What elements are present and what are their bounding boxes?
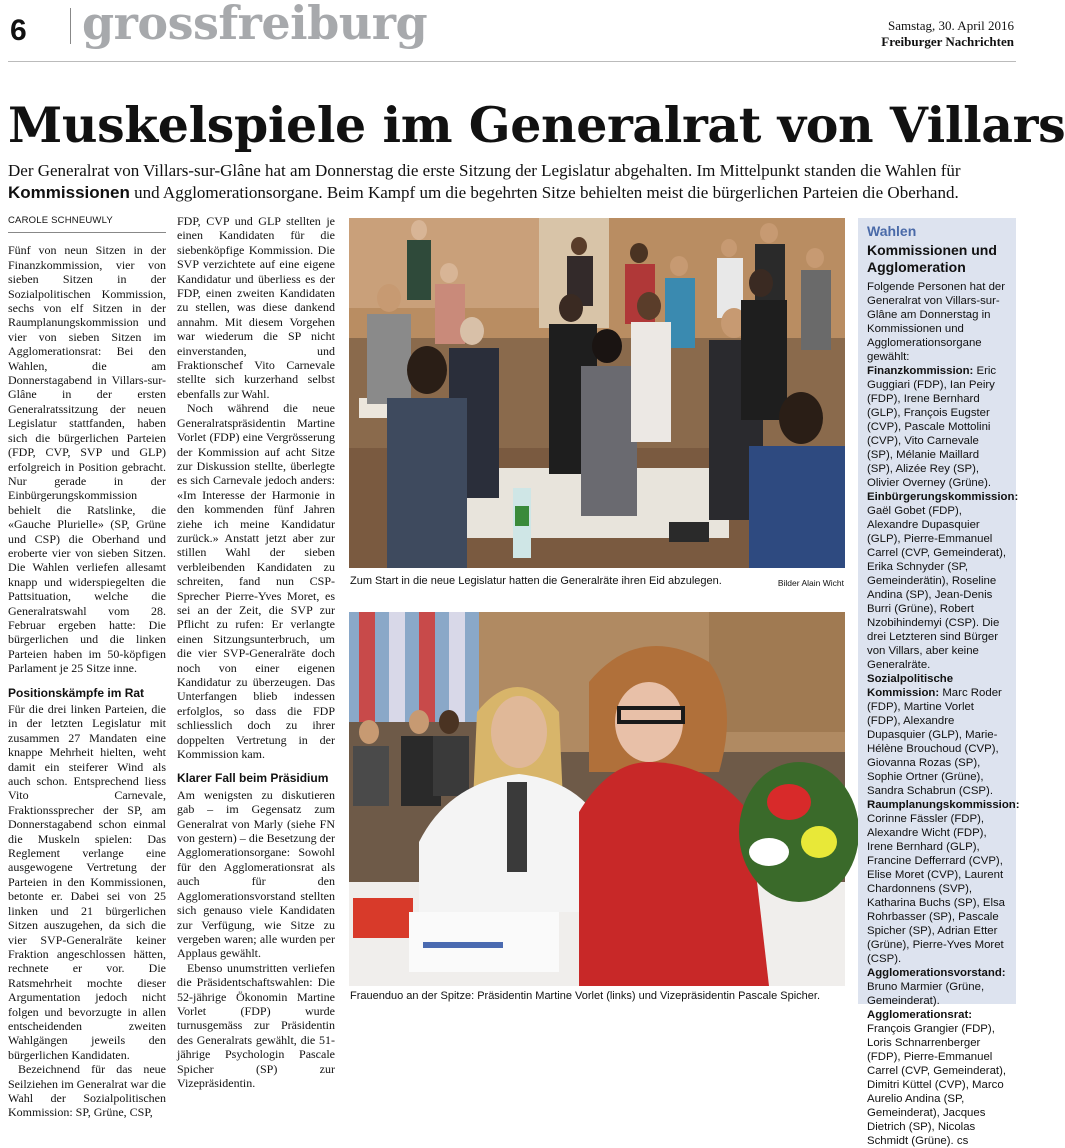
photo-caption-2: Frauenduo an der Spitze: Präsidentin Martine Vorlet (links) und Vizepräsidentin Pascale Spicher. [350,990,821,1002]
sidebar-intro: Folgende Personen hat der Generalrat von Villars-sur-Glâne am Donnerstag in Kommissionen und Agglomerationsorgane gewählt: [867,281,1006,363]
sidebar-tag: Wahlen [867,223,917,239]
lead-text-end: und Agglomerationsorgane. Beim Kampf um die begehrten Sitze behielten meist die bürgerlichen Parteien die Oberhand. [129,183,959,202]
lead-text-start: Der Generalrat von Villars-sur-Glâne hat am Donnerstag die erste Sitzung der Legislatur abgehalten. Im Mittelpunkt standen die Wahlen für [8,161,961,180]
subheading: Positionskämpfe im Rat [8,685,145,700]
group-label: Sozialpolitische Kommission: [867,673,954,699]
sidebar-group-planning [867,798,1020,966]
sidebar-title: Kommissionen und Agglomeration [867,242,997,275]
photo-president-duo-image [349,612,845,986]
sidebar-group-agglo-council [867,1008,1007,1148]
body-paragraph: Für die drei linken Parteien, die in der letzten Legislatur mit zusammen 27 Mandaten eine knappe Mehrheit hielten, weht damit ein steiferer Wind als auch schon. Entsprechend liess Vito Carnevale, Fraktionssprecher der SP, am Donnerstagabend schon einmal die Muskeln spielen: Das Reglement verlange eine ausgewogene Vertretung der Parteien in den Kommissionen, betonte er. Dabei sei von 25 linken und 21 bürgerlichen Sitzen auszugehen, da sich die vier SVP-Generalräte keiner Fraktion angeschlossen hätten, rechnete er vor. Die Ratsmehrheit mochte dieser Argumentation jedoch nicht folgen und bevorzugte in allen entscheidenden zweiten Wahlgängen jeweils den bürgerlichen Kandidaten. [8,702,166,1062]
page-number: 6 [10,14,27,47]
group-label: Raumplanungskommission: [867,799,1020,811]
group-label: Finanzkommission: [867,365,974,377]
issue-date: Samstag, 30. April 2016 [887,18,1014,33]
article-column-2 [177,214,335,1090]
sidebar-box [858,218,1020,1147]
body-paragraph: Noch während die neue Generalratspräsidentin Martine Vorlet (FDP) eine Vergrösserung der Kommission auf acht Sitze zur Diskussion stellte, überlegte es sich Carnevale jedoch anders: «Im Interesse der Harmonie in den kommenden fünf Jahren ziehe ich meine Kandidatur zurück.» Anstatt jetzt aber zur stillen Wahl der sieben verbleibenden Kandidaten zu schreiten, fand nun CSP-Sprecher Pierre-Yves Moret, es sei an der Zeit, die SVP zur Pflicht zu rufen: Er verlangte einen Sitzungsunterbruch, um die vier SVP-Generalräte doch noch von einer eigenen Kandidatur zu überzeugen. Das Unterfangen blieb indessen erfolglos, so dass die FDP schliesslich doch zu ihrer doppelten Vertretung in der Kommission kam. [177,401,335,762]
author-byline: CAROLE SCHNEUWLY [8,214,166,233]
subheading: Klarer Fall beim Präsidium [177,771,329,786]
masthead [8,0,1016,62]
group-members: François Grangier (FDP), Loris Schnarrenberger (FDP), Pierre-Emmanuel Carrel (CVP, Gemeinderat), Dimitri Küttel (CVP), Marco Aurelio Andina (SP, Gemeinderat), Jacques Dietrich (SP), Nicolas Schmidt (Grüne). cs [867,1023,1007,1147]
body-paragraph: Am wenigsten zu diskutieren gab – im Gegensatz zum Generalrat von Marly (siehe FN von gestern) – die Besetzung der Agglomerationsorgane: Sowohl für den Agglomerationsrat als auch für den Agglomerationsvorstand stellten sich genauso viele Kandidaten zur Verfügung, wie Sitze zu vergeben waren; alle wurden per Applaus gewählt. [177,787,335,961]
group-label: Agglomerationsrat: [867,1009,973,1021]
newspaper-name: Freiburger Nachrichten [881,34,1014,49]
group-members: Eric Guggiari (FDP), Ian Peiry (FDP), Irene Bernhard (GLP), François Eugster (CVP), Pascale Mottolini (CVP), Vito Carnevale (SP), Mélanie Maillard (SP), Alizée Rey (SP), Olivier Overney (Grüne). [867,365,997,489]
sidebar-group-finance [867,364,1007,490]
article-lead [8,160,1018,204]
body-paragraph: Ebenso unumstritten verliefen die Präsidentschaftswahlen: Die 52-jährige Ökonomin Martine Vorlet (FDP) wurde turnusgemäss zur Präsidentin des Generalrats gewählt, die 51-jährige Psychologin Pascale Spicher (SP) zur Vizepräsidentin. [177,960,335,1090]
body-paragraph: Bezeichnend für das neue Seilziehen im Generalrat war die Wahl der Sozialpolitischen Kommission: SP, Grüne, CSP, [8,1062,166,1120]
body-paragraph: Fünf von neun Sitzen in der Finanzkommission, vier von sieben Sitzen in der Sozialpolitischen Kommission, sechs von elf Sitzen in der Raumplanungskommission und vier von sieben Sitzen im Agglomerationsrat: Bei den Wahlen, die am Donnerstagabend in Villars-sur-Glâne in der ersten Generalratssitzung der neuen Legislatur stattfanden, haben sich die bürgerlichen Parteien (FDP, CVP, SVP und GLP) erfolgreich in Position gebracht. Nur gerade in der Einbürgerungskommission behielt die Ratslinke, die «Gauche Plurielle» (SP, Grüne und CSP) die Oberhand und eroberte vier von sieben Sitzen. Die Wahlen verliefen allesamt knapp und widerspiegelten die Pattsituation, welche die Generalratswahl vom 28. Februar ergeben hatte: Die bürgerlichen und die linken Parteien haben im 50-köpfigen Parlament je 25 Sitze inne. [8,243,166,676]
lead-bold: Kommissionen [8,183,130,202]
photo-credit: Bilder Alain Wicht [777,578,844,588]
section-title: grossfreiburg [82,0,428,50]
photo-council-oath-image [349,218,845,568]
group-members: Corinne Fässler (FDP), Alexandre Wicht (FDP), Irene Bernhard (GLP), Francine Defferrard (CVP), Elise Moret (CVP), Laurent Chardonnens (SVP), Katharina Buchs (SP), Elsa Rohrbasser (SP), Pascale Spicher (SP), Adrian Etter (Grüne), Pierre-Yves Moret (CSP). [867,813,1006,965]
article-headline: Muskelspiele im Generalrat von Villars [8,96,1065,154]
masthead-divider [70,8,71,44]
sidebar-group-naturalization [867,490,1019,672]
photo-council-oath [349,218,845,568]
body-paragraph: FDP, CVP und GLP stellten je einen Kandidaten für die siebenköpfige Kommission. Die SVP verzichtete auf eine eigene Kandidatur und überliess es der FDP, einen zweiten Kandidaten zu stellen, was diese dankend annahm. Mit diesem Vorgehen war wiederum die SP nicht einverstanden, und Fraktionschef Vito Carnevale stellte sich kurzerhand selbst ebenfalls zur Wahl. [177,214,335,401]
photo-caption-1: Zum Start in die neue Legislatur hatten die Generalräte ihren Eid abzulegen. [350,575,722,587]
group-members: Gaël Gobet (FDP), Alexandre Dupasquier (GLP), Pierre-Emmanuel Carrel (CVP, Gemeinderat), Erika Schnyder (SP, Gemeinderätin), Roseline Andina (SP), Jean-Denis Burri (Grüne), Robert Nzobihindemyi (CSP). Die drei Letzteren sind Bürger von Villars, aber keine Generalräte. [867,505,1007,671]
sidebar-group-agglo-board [867,966,1007,1008]
article-column-1 [8,214,166,1120]
group-label: Einbürgerungskommission: [867,491,1019,503]
group-members: Bruno Marmier (Grüne, Gemeinderat). [867,981,985,1007]
group-label: Agglomerationsvorstand: [867,967,1006,979]
sidebar-group-social [867,672,1007,798]
group-members: Marc Roder (FDP), Martine Vorlet (FDP), Alexandre Dupasquier (GLP), Marie-Hélène Brouchoud (CVP), Giovanna Rozas (SP), Sophie Ortner (Grüne), Sandra Schabrun (CSP). [867,687,1002,797]
photo-president-duo [349,612,845,986]
